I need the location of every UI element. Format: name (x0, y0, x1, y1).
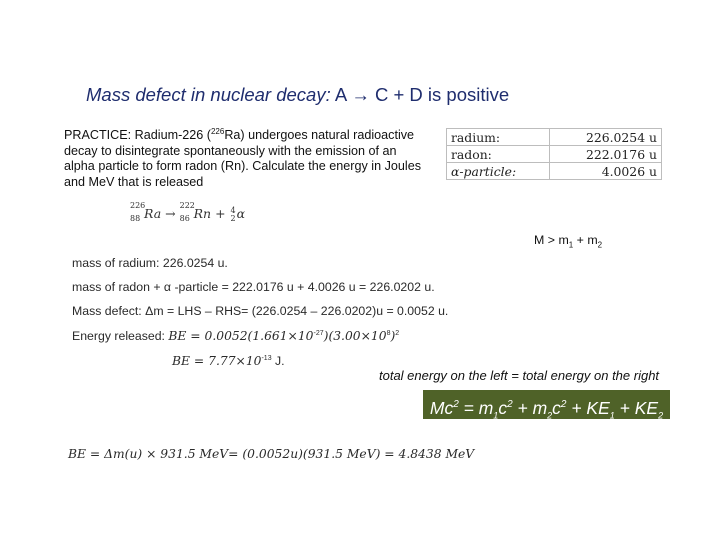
mass-relation-start: M > m (534, 233, 569, 247)
mass-radium-line: mass of radium: 226.0254 u. (72, 256, 228, 270)
mass-table (446, 128, 662, 180)
plus-sign: + (215, 206, 226, 221)
table-cell-name: α-particle: (447, 163, 550, 180)
alpha-numbers (231, 207, 236, 223)
table-row (447, 163, 662, 180)
alpha-mass-number: 4 (230, 205, 236, 215)
alpha-symbol: α (236, 206, 246, 221)
alpha-atomic-number: 2 (230, 213, 236, 223)
subscript-1: 1 (568, 240, 574, 250)
energy-released-label: Energy released: (72, 329, 169, 343)
radon-mass-number: 222 (179, 201, 195, 210)
radon-symbol: Rn (193, 206, 212, 221)
exponent-2: 8 (386, 330, 391, 337)
be-result: BE = 7.77×10 (172, 354, 262, 368)
radium-nuclide (130, 201, 162, 223)
radon-nuclide (179, 201, 212, 223)
radium-atomic-number: 88 (130, 214, 141, 223)
title-italic: Mass defect in nuclear decay: (86, 84, 331, 105)
radium-symbol: Ra (144, 206, 162, 221)
mass-relation-plus: + m (573, 233, 598, 247)
energy-conservation-statement: total energy on the left = total energy on the right (379, 368, 660, 383)
exponent-1: -27 (313, 330, 324, 337)
exponent-3: 2 (395, 330, 400, 337)
title-rest: A → C + D is positive (330, 84, 510, 105)
subscript-2: 2 (597, 240, 603, 250)
energy-formula-mid: )(3.00×10 (323, 329, 387, 343)
practice-problem (64, 124, 424, 190)
mass-relation (534, 233, 602, 249)
be-mev-line (68, 447, 474, 461)
mass-defect-line: Mass defect: Δm = LHS – RHS= (226.0254 – 226.0202)u = 0.0052 u. (72, 304, 449, 318)
table-row (447, 129, 662, 146)
radon-atomic-number: 86 (179, 214, 190, 223)
radium-mass-number: 226 (130, 201, 146, 210)
table-cell-name: radon: (447, 146, 550, 163)
energy-formula-start: BE = 0.0052(1.661×10 (168, 329, 314, 343)
practice-text-start: PRACTICE: Radium-226 ( (64, 128, 211, 142)
energy-equation-box: $Mc^2 = m_1c^2 + m_2c^2 + KE_1 + KE_2$ (423, 390, 670, 419)
table-cell-value: 226.0254 u (550, 129, 662, 146)
be-mev-text: BE = Δm(u) × 931.5 MeV= (0.0052u)(931.5 MeV) = 4.8438 MeV (68, 447, 475, 461)
table-row (447, 146, 662, 163)
be-unit: J. (271, 354, 285, 368)
energy-formula-end: ) (390, 329, 396, 343)
practice-text-rest: Ra) undergoes natural radioactive decay to disintegrate spontaneously with the emission of an alpha particle to form radon (Rn). Calculate the energy in Joules and MeV that is released (64, 128, 422, 189)
radium-mass-superscript: 226 (210, 127, 225, 136)
slide-title (86, 84, 509, 106)
be-exponent: -13 (261, 355, 272, 362)
decay-arrow: → (165, 206, 176, 221)
energy-released-line (72, 329, 399, 343)
table-cell-name: radium: (447, 129, 550, 146)
table-cell-value: 222.0176 u (550, 146, 662, 163)
decay-equation (130, 201, 246, 223)
table-cell-value: 4.0026 u (550, 163, 662, 180)
mass-radon-alpha-line: mass of radon + α -particle = 222.0176 u + 4.0026 u = 226.0202 u. (72, 280, 435, 294)
be-joules-line (172, 354, 285, 368)
